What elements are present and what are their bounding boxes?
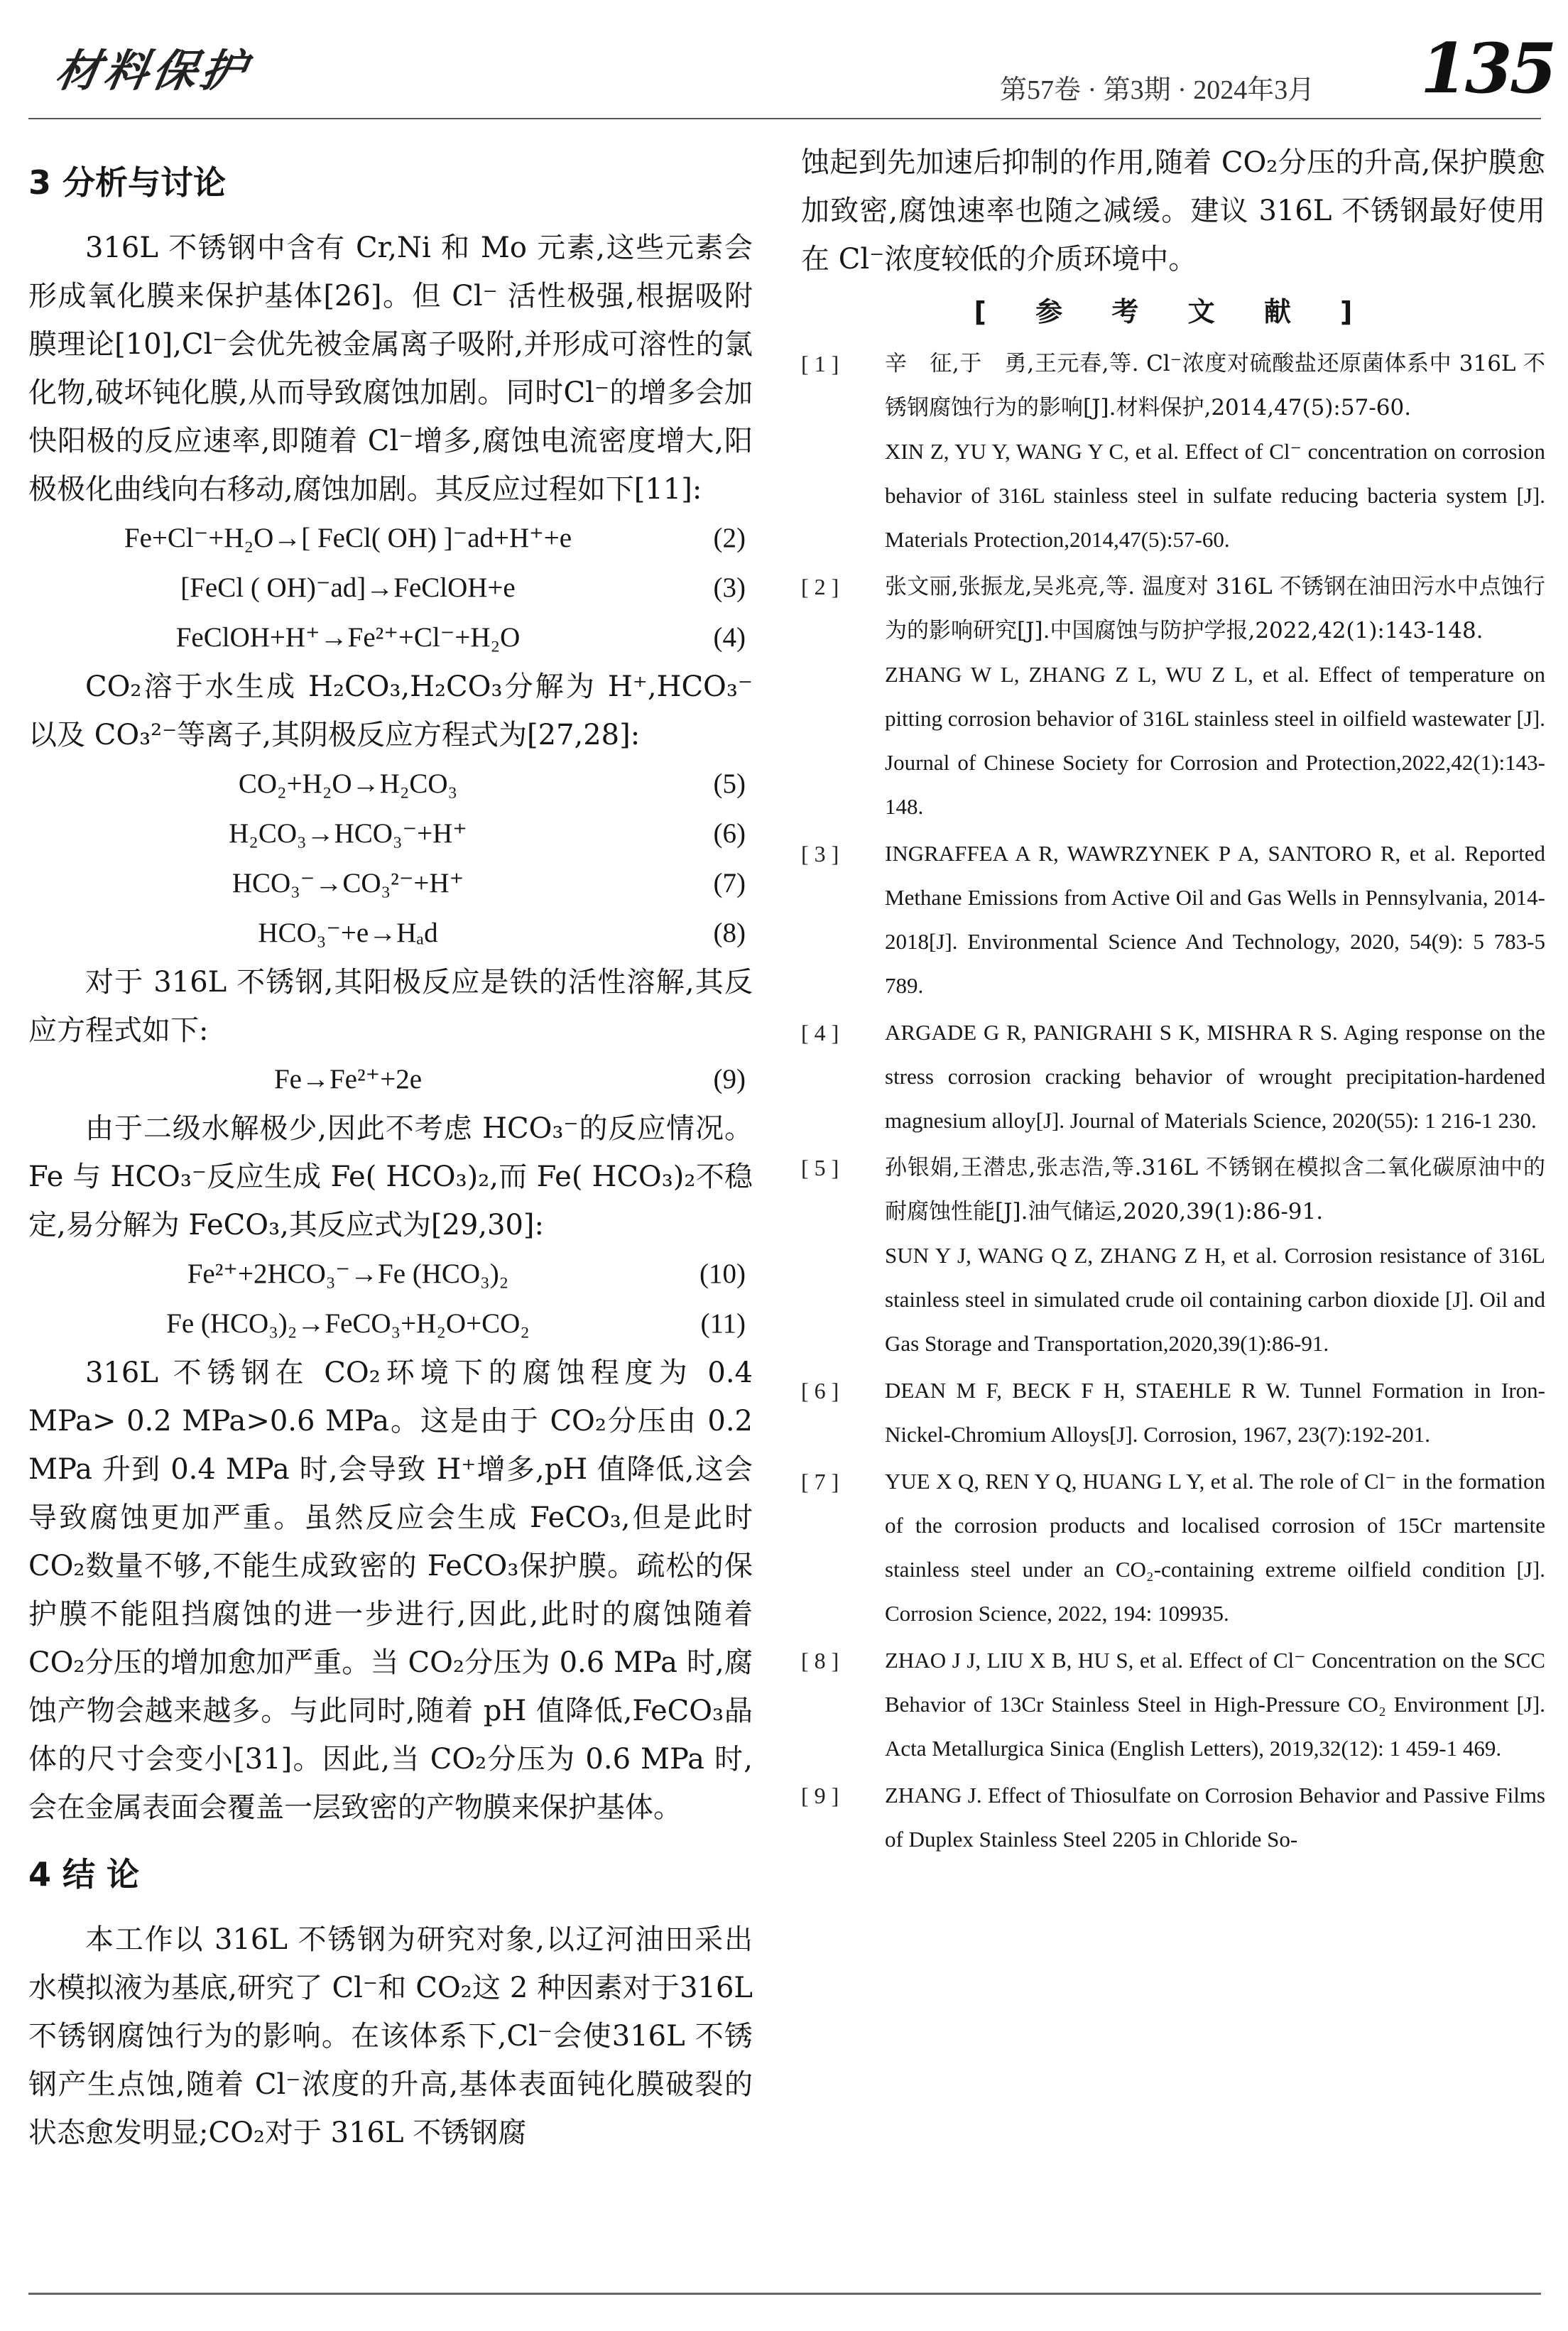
reference-number: [ 7 ]	[801, 1469, 839, 1494]
reference-number: [ 3 ]	[801, 841, 839, 866]
equation-number: (10)	[699, 1259, 746, 1289]
equation-number: (8)	[713, 918, 746, 948]
equation-text: H₂CO₃→HCO₃⁻+H⁺	[229, 818, 467, 849]
reference-item	[801, 1460, 1545, 1636]
reference-text: XIN Z, YU Y, WANG Y C, et al. Effect of Cl⁻ concentration on corrosion behavior of 316L stainless steel in sulfate reducing bacteria system [J]. Materials Protection,2014,47(5):57-60.	[885, 439, 1545, 552]
reference-item	[801, 1773, 1545, 1862]
reference-item	[801, 342, 1545, 562]
equation-number: (3)	[713, 572, 746, 603]
equation-number: (5)	[713, 768, 746, 799]
equation-11	[28, 1299, 753, 1349]
page-header	[28, 28, 1555, 114]
equation-9	[28, 1055, 753, 1104]
equation-text: Fe²⁺+2HCO₃⁻→Fe (HCO₃)₂	[187, 1259, 509, 1289]
header-rule	[28, 118, 1541, 119]
equation-number: (7)	[713, 868, 746, 898]
right-column	[801, 138, 1545, 1864]
equation-number: (2)	[713, 523, 746, 553]
equation-8	[28, 908, 753, 958]
equation-7	[28, 859, 753, 908]
equation-5	[28, 759, 753, 809]
paragraph: 由于二级水解极少,因此不考虑 HCO₃⁻的反应情况。Fe 与 HCO₃⁻反应生成 Fe( HCO₃)₂,而 Fe( HCO₃)₂不稳定,易分解为 FeCO₃,其反应式为[29,30]:	[28, 1112, 753, 1241]
equation-text: CO₂+H₂O→H₂CO₃	[238, 768, 458, 799]
reference-text: ZHAO J J, LIU X B, HU S, et al. Effect of Cl⁻ Concentration on the SCC Behavior of 13Cr Stainless Steel in High-Pressure CO₂ Environment [J]. Acta Metallurgica Sinica (English Letters), 2019,32(12): 1 459-1 469.	[885, 1648, 1545, 1761]
reference-item	[801, 1146, 1545, 1366]
reference-text: ZHANG J. Effect of Thiosulfate on Corrosion Behavior and Passive Films of Duplex Stainless Steel 2205 in Chloride So-	[885, 1783, 1545, 1852]
reference-item	[801, 565, 1545, 829]
equation-10	[28, 1249, 753, 1299]
equation-number: (11)	[700, 1308, 746, 1339]
reference-list	[801, 342, 1545, 1862]
issue-info: 第57卷 · 第3期 · 2024年3月	[1000, 75, 1315, 105]
equation-text: Fe+Cl⁻+H₂O→[ FeCl( OH) ]⁻ad+H⁺+e	[124, 523, 572, 553]
footer-rule	[28, 2293, 1541, 2295]
equation-text: HCO₃⁻+e→Hₐd	[258, 918, 438, 948]
equation-3	[28, 563, 753, 613]
paragraph: 316L 不锈钢在 CO₂环境下的腐蚀程度为 0.4 MPa> 0.2 MPa>0.6 MPa。这是由于 CO₂分压由 0.2 MPa 升到 0.4 MPa 时,会导致 H⁺增多,pH 值降低,这会导致腐蚀更加严重。虽然反应会生成 FeCO₃,但是此时 CO₂数量不够,不能生成致密的 FeCO₃保护膜。疏松的保护膜不能阻挡腐蚀的进一步进行,因此,此时的腐蚀随着 CO₂分压的增加愈加严重。当 CO₂分压为 0.6 MPa 时,腐蚀产物会越来越多。与此同时,随着 pH 值降低,FeCO₃晶体的尺寸会变小[31]。因此,当 CO₂分压为 0.6 MPa 时,会在金属表面会覆盖一层致密的产物膜来保护基体。	[28, 1357, 753, 1824]
reference-number: [ 4 ]	[801, 1020, 839, 1045]
reference-item	[801, 1011, 1545, 1143]
reference-text: ARGADE G R, PANIGRAHI S K, MISHRA R S. Aging response on the stress corrosion cracking behavior of wrought precipitation-hardened magnesium alloy[J]. Journal of Materials Science, 2020(55): 1 216-1 230.	[885, 1020, 1545, 1133]
paragraph-continued: 蚀起到先加速后抑制的作用,随着 CO₂分压的升高,保护膜愈加致密,腐蚀速率也随之减缓。建议 316L 不锈钢最好使用在 Cl⁻浓度较低的介质环境中。	[801, 146, 1545, 276]
reference-text: DEAN M F, BECK F H, STAEHLE R W. Tunnel Formation in Iron-Nickel-Chromium Alloys[J]. Corrosion, 1967, 23(7):192-201.	[885, 1378, 1545, 1447]
left-column	[28, 138, 753, 2157]
page-number: 135	[1420, 28, 1555, 109]
paragraph: CO₂溶于水生成 H₂CO₃,H₂CO₃分解为 H⁺,HCO₃⁻以及 CO₃²⁻等离子,其阴极反应方程式为[27,28]:	[28, 670, 753, 751]
paragraph: 316L 不锈钢中含有 Cr,Ni 和 Mo 元素,这些元素会形成氧化膜来保护基体[26]。但 Cl⁻ 活性极强,根据吸附膜理论[10],Cl⁻会优先被金属离子吸附,并形成可溶性的氯化物,破坏钝化膜,从而导致腐蚀加剧。同时Cl⁻的增多会加快阳极的反应速率,即随着 Cl⁻增多,腐蚀电流密度增大,阳极极化曲线向右移动,腐蚀加剧。其反应过程如下[11]:	[28, 232, 753, 506]
reference-number: [ 9 ]	[801, 1783, 839, 1808]
equation-number: (4)	[713, 622, 746, 653]
equation-6	[28, 809, 753, 859]
reference-text: 孙银娟,王潜忠,张志浩,等.316L 不锈钢在模拟含二氧化碳原油中的耐腐蚀性能[J].油气储运,2020,39(1):86-91.	[885, 1155, 1545, 1224]
reference-number: [ 2 ]	[801, 574, 839, 599]
equation-text: Fe→Fe²⁺+2e	[273, 1064, 423, 1094]
reference-item	[801, 1369, 1545, 1457]
journal-logo: 材料保护	[51, 45, 254, 97]
section-4-title: 4 结 论	[28, 1855, 140, 1893]
equation-number: (9)	[713, 1064, 746, 1094]
reference-text: YUE X Q, REN Y Q, HUANG L Y, et al. The role of Cl⁻ in the formation of the corrosion products and localised corrosion of 15Cr martensite stainless steel under an CO₂-containing extreme oilfield condition [J]. Corrosion Science, 2022, 194: 109935.	[885, 1469, 1545, 1626]
equation-2	[28, 514, 753, 563]
paragraph: 对于 316L 不锈钢,其阳极反应是铁的活性溶解,其反应方程式如下:	[28, 966, 753, 1047]
reference-item	[801, 1639, 1545, 1771]
reference-text: 张文丽,张振龙,吴兆亮,等. 温度对 316L 不锈钢在油田污水中点蚀行为的影响研究[J].中国腐蚀与防护学报,2022,42(1):143-148.	[885, 574, 1545, 643]
reference-number: [ 8 ]	[801, 1648, 839, 1673]
equation-text: Fe (HCO₃)₂→FeCO₃+H₂O+CO₂	[166, 1308, 530, 1339]
equation-text: FeClOH+H⁺→Fe²⁺+Cl⁻+H₂O	[175, 622, 521, 653]
equation-number: (6)	[713, 818, 746, 849]
equation-text: HCO₃⁻→CO₃²⁻+H⁺	[232, 868, 464, 898]
paragraph: 本工作以 316L 不锈钢为研究对象,以辽河油田采出水模拟液为基底,研究了 Cl⁻和 CO₂这 2 种因素对于316L 不锈钢腐蚀行为的影响。在该体系下,Cl⁻会使316L 不锈钢产生点蚀,随着 Cl⁻浓度的升高,基体表面钝化膜破裂的状态愈发明显;CO₂对于 316L 不锈钢腐	[28, 1923, 753, 2149]
reference-text: SUN Y J, WANG Q Z, ZHANG Z H, et al. Corrosion resistance of 316L stainless steel in simulated crude oil containing carbon dioxide [J]. Oil and Gas Storage and Transportation,2020,39(1):86-91.	[885, 1243, 1545, 1356]
reference-text: INGRAFFEA A R, WAWRZYNEK P A, SANTORO R, et al. Reported Methane Emissions from Active Oil and Gas Wells in Pennsylvania, 2014-2018[J]. Environmental Science And Technology, 2020, 54(9): 5 783-5 789.	[885, 841, 1545, 998]
section-3-title: 3 分析与讨论	[28, 163, 227, 202]
reference-text: 辛 征,于 勇,王元春,等. Cl⁻浓度对硫酸盐还原菌体系中 316L 不锈钢腐蚀行为的影响[J].材料保护,2014,47(5):57-60.	[885, 351, 1545, 420]
reference-text: ZHANG W L, ZHANG Z L, WU Z L, et al. Effect of temperature on pitting corrosion behavior of 316L stainless steel in oilfield wastewater [J]. Journal of Chinese Society for Corrosion and Protection,2022,42(1):143-148.	[885, 662, 1545, 819]
reference-number: [ 6 ]	[801, 1378, 839, 1403]
reference-number: [ 5 ]	[801, 1155, 839, 1180]
equation-4	[28, 613, 753, 663]
reference-number: [ 1 ]	[801, 351, 839, 376]
reference-item	[801, 832, 1545, 1008]
references-title: [ 参 考 文 献 ]	[974, 296, 1373, 327]
equation-text: [FeCl ( OH)⁻ad]→FeClOH+e	[180, 572, 516, 603]
